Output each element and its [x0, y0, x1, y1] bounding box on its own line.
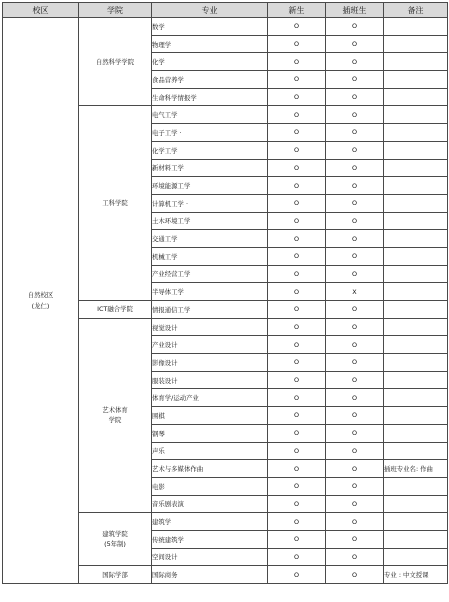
major-cell: 声乐: [152, 442, 268, 460]
header-remarks: 备注: [384, 3, 448, 18]
remark-cell: 插班专业名: 作曲: [384, 460, 448, 478]
transfer-mark: O: [326, 318, 384, 336]
major-cell: 计算机工学 ·: [152, 194, 268, 212]
header-campus: 校区: [3, 3, 79, 18]
transfer-mark: O: [326, 389, 384, 407]
transfer-mark: O: [326, 424, 384, 442]
transfer-mark: O: [326, 35, 384, 53]
table-body: [3, 18, 448, 584]
transfer-mark: O: [326, 53, 384, 71]
remark-cell: [384, 247, 448, 265]
header-major: 专业: [152, 3, 268, 18]
major-cell: 新材料工学: [152, 159, 268, 177]
freshman-mark: O: [268, 141, 326, 159]
transfer-mark: O: [326, 371, 384, 389]
freshman-mark: O: [268, 548, 326, 566]
major-cell: 食品营养学: [152, 71, 268, 89]
campus-cell: 自然校区 (龙仁): [3, 18, 79, 584]
freshman-mark: O: [268, 177, 326, 195]
remark-cell: [384, 371, 448, 389]
transfer-mark: O: [326, 407, 384, 425]
transfer-mark: O: [326, 530, 384, 548]
header-college: 学院: [79, 3, 152, 18]
remark-cell: [384, 354, 448, 372]
freshman-mark: O: [268, 477, 326, 495]
major-cell: 艺术与多媒体作曲: [152, 460, 268, 478]
freshman-mark: O: [268, 301, 326, 319]
college-cell: 自然科学学院: [79, 18, 152, 106]
remark-cell: [384, 407, 448, 425]
major-cell: 钢琴: [152, 424, 268, 442]
freshman-mark: O: [268, 106, 326, 124]
transfer-mark: O: [326, 230, 384, 248]
freshman-mark: O: [268, 389, 326, 407]
freshman-mark: O: [268, 18, 326, 36]
college-cell: 工科学院: [79, 106, 152, 301]
majors-table: [2, 2, 448, 584]
remark-cell: [384, 212, 448, 230]
freshman-mark: O: [268, 513, 326, 531]
transfer-mark: O: [326, 477, 384, 495]
remark-cell: [384, 53, 448, 71]
remark-cell: [384, 35, 448, 53]
freshman-mark: O: [268, 159, 326, 177]
transfer-mark: O: [326, 495, 384, 513]
freshman-mark: O: [268, 283, 326, 301]
remark-cell: [384, 177, 448, 195]
freshman-mark: O: [268, 35, 326, 53]
major-cell: 音乐剧表演: [152, 495, 268, 513]
major-cell: 生命科学情报学: [152, 88, 268, 106]
major-cell: 围棋: [152, 407, 268, 425]
transfer-mark: O: [326, 354, 384, 372]
major-cell: 传统建筑学: [152, 530, 268, 548]
transfer-mark: O: [326, 88, 384, 106]
transfer-mark: O: [326, 159, 384, 177]
major-cell: 产业经营工学: [152, 265, 268, 283]
freshman-mark: O: [268, 424, 326, 442]
major-cell: 体育学/运动产业: [152, 389, 268, 407]
transfer-mark: O: [326, 247, 384, 265]
transfer-mark: O: [326, 548, 384, 566]
remark-cell: [384, 548, 448, 566]
college-cell: ICT融合学院: [79, 301, 152, 319]
major-cell: 情报通信工学: [152, 301, 268, 319]
remark-cell: [384, 301, 448, 319]
remark-cell: [384, 18, 448, 36]
major-cell: 电气工学: [152, 106, 268, 124]
freshman-mark: O: [268, 371, 326, 389]
major-cell: 数学: [152, 18, 268, 36]
major-cell: 服装设计: [152, 371, 268, 389]
transfer-mark: O: [326, 513, 384, 531]
major-cell: 产业设计: [152, 336, 268, 354]
header-transfer: 插班生: [326, 3, 384, 18]
freshman-mark: O: [268, 265, 326, 283]
remark-cell: [384, 477, 448, 495]
remark-cell: 专业 : 中文授课: [384, 566, 448, 584]
transfer-mark: O: [326, 71, 384, 89]
major-cell: 半导体工学: [152, 283, 268, 301]
transfer-mark: O: [326, 566, 384, 584]
remark-cell: [384, 159, 448, 177]
freshman-mark: O: [268, 230, 326, 248]
freshman-mark: O: [268, 460, 326, 478]
freshman-mark: O: [268, 88, 326, 106]
remark-cell: [384, 230, 448, 248]
transfer-mark: O: [326, 212, 384, 230]
remark-cell: [384, 318, 448, 336]
remark-cell: [384, 106, 448, 124]
major-cell: 机械工学: [152, 247, 268, 265]
remark-cell: [384, 124, 448, 142]
remark-cell: [384, 265, 448, 283]
freshman-mark: O: [268, 247, 326, 265]
major-cell: 环境能源工学: [152, 177, 268, 195]
table-row: [3, 18, 448, 36]
transfer-mark: O: [326, 265, 384, 283]
college-cell: 国际学部: [79, 566, 152, 584]
transfer-mark: O: [326, 460, 384, 478]
transfer-mark: O: [326, 106, 384, 124]
remark-cell: [384, 424, 448, 442]
major-cell: 物理学: [152, 35, 268, 53]
freshman-mark: O: [268, 71, 326, 89]
transfer-mark: O: [326, 442, 384, 460]
freshman-mark: O: [268, 566, 326, 584]
major-cell: 影像设计: [152, 354, 268, 372]
freshman-mark: O: [268, 354, 326, 372]
remark-cell: [384, 88, 448, 106]
transfer-mark: O: [326, 301, 384, 319]
header-freshman: 新生: [268, 3, 326, 18]
remark-cell: [384, 194, 448, 212]
freshman-mark: O: [268, 212, 326, 230]
freshman-mark: O: [268, 53, 326, 71]
transfer-mark: O: [326, 194, 384, 212]
freshman-mark: O: [268, 194, 326, 212]
college-cell: 建筑学院 (5年制): [79, 513, 152, 566]
major-cell: 交通工学: [152, 230, 268, 248]
header-row: [3, 3, 448, 18]
major-cell: 建筑学: [152, 513, 268, 531]
remark-cell: [384, 283, 448, 301]
major-cell: 空间设计: [152, 548, 268, 566]
remark-cell: [384, 513, 448, 531]
freshman-mark: O: [268, 318, 326, 336]
freshman-mark: O: [268, 442, 326, 460]
major-cell: 视觉设计: [152, 318, 268, 336]
remark-cell: [384, 495, 448, 513]
freshman-mark: O: [268, 124, 326, 142]
remark-cell: [384, 71, 448, 89]
transfer-mark: O: [326, 336, 384, 354]
transfer-mark: X: [326, 283, 384, 301]
remark-cell: [384, 336, 448, 354]
transfer-mark: O: [326, 177, 384, 195]
remark-cell: [384, 389, 448, 407]
transfer-mark: O: [326, 141, 384, 159]
remark-cell: [384, 530, 448, 548]
major-cell: 化学工学: [152, 141, 268, 159]
transfer-mark: O: [326, 124, 384, 142]
freshman-mark: O: [268, 495, 326, 513]
major-cell: 电子工学 ·: [152, 124, 268, 142]
major-cell: 化学: [152, 53, 268, 71]
major-cell: 电影: [152, 477, 268, 495]
major-cell: 国际商务: [152, 566, 268, 584]
remark-cell: [384, 442, 448, 460]
major-cell: 土木环境工学: [152, 212, 268, 230]
transfer-mark: O: [326, 18, 384, 36]
freshman-mark: O: [268, 336, 326, 354]
college-cell: 艺术体育 学院: [79, 318, 152, 513]
remark-cell: [384, 141, 448, 159]
freshman-mark: O: [268, 530, 326, 548]
freshman-mark: O: [268, 407, 326, 425]
